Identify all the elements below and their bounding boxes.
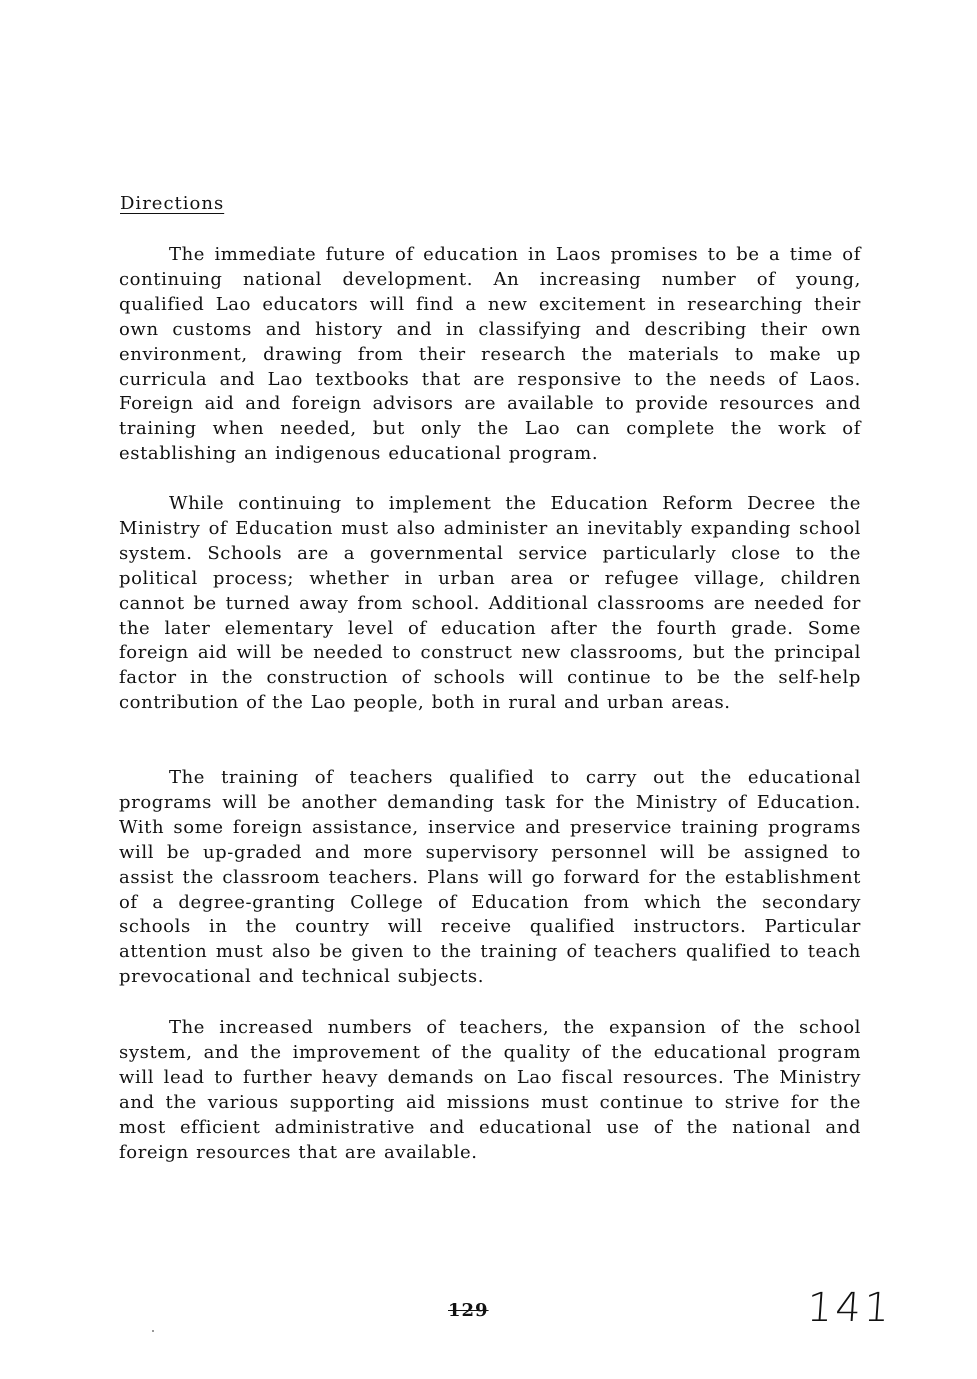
section-heading: Directions — [120, 193, 225, 214]
paragraph: The training of teachers qualified to carry out the educational programs will be another demanding task for the Ministry of Education. With some foreign assistance, inservice and preservice training programs will be up-graded and more supervisory personnel will be assigned to assist the classroom teachers. Plans will go forward for the establishment of a degree-granting College of Education from which the secondary schools in the country will receive qualified instructors. Particular attention must also be given to the training of teachers qualified to teach prevocational and technical subjects. — [119, 767, 861, 988]
paragraph: While continuing to implement the Education Reform Decree the Ministry of Education must also administer an inevitably expanding school system. Schools are a governmental service particularly close to the political process; whether in urban area or refugee village, children cannot be turned away from school. Additional classrooms are needed for the later elementary level of education after the fourth grade. Some foreign aid will be needed to construct new classrooms, but the principal factor in the construction of schools will continue to be the self-help contribution of the Lao people, both in rural and urban areas. — [119, 493, 861, 714]
paragraph: The increased numbers of teachers, the expansion of the school system, and the improvement of the quality of the educational program will lead to further heavy demands on Lao fiscal resources. The Ministry and the various supporting aid missions must continue to strive for the most efficient administrative and educational use of the national and foreign resources that are available. — [119, 1017, 861, 1163]
printed-page-number: 129 — [448, 1300, 489, 1321]
paragraph: The immediate future of education in Laos promises to be a time of continuing national development. An increasing number of young, qualified Lao educators will find a new excitement in researching their own customs and history and in classifying and describing their own environment, drawing from their research the materials to make up curricula and Lao textbooks that are responsive to the needs of Laos. Foreign aid and foreign advisors are available to provide resources and training when needed, but only the Lao can complete the work of establishing an indigenous educational program. — [119, 244, 861, 465]
scan-speck — [152, 1330, 154, 1332]
handwritten-page-number: 141 — [805, 1285, 894, 1331]
